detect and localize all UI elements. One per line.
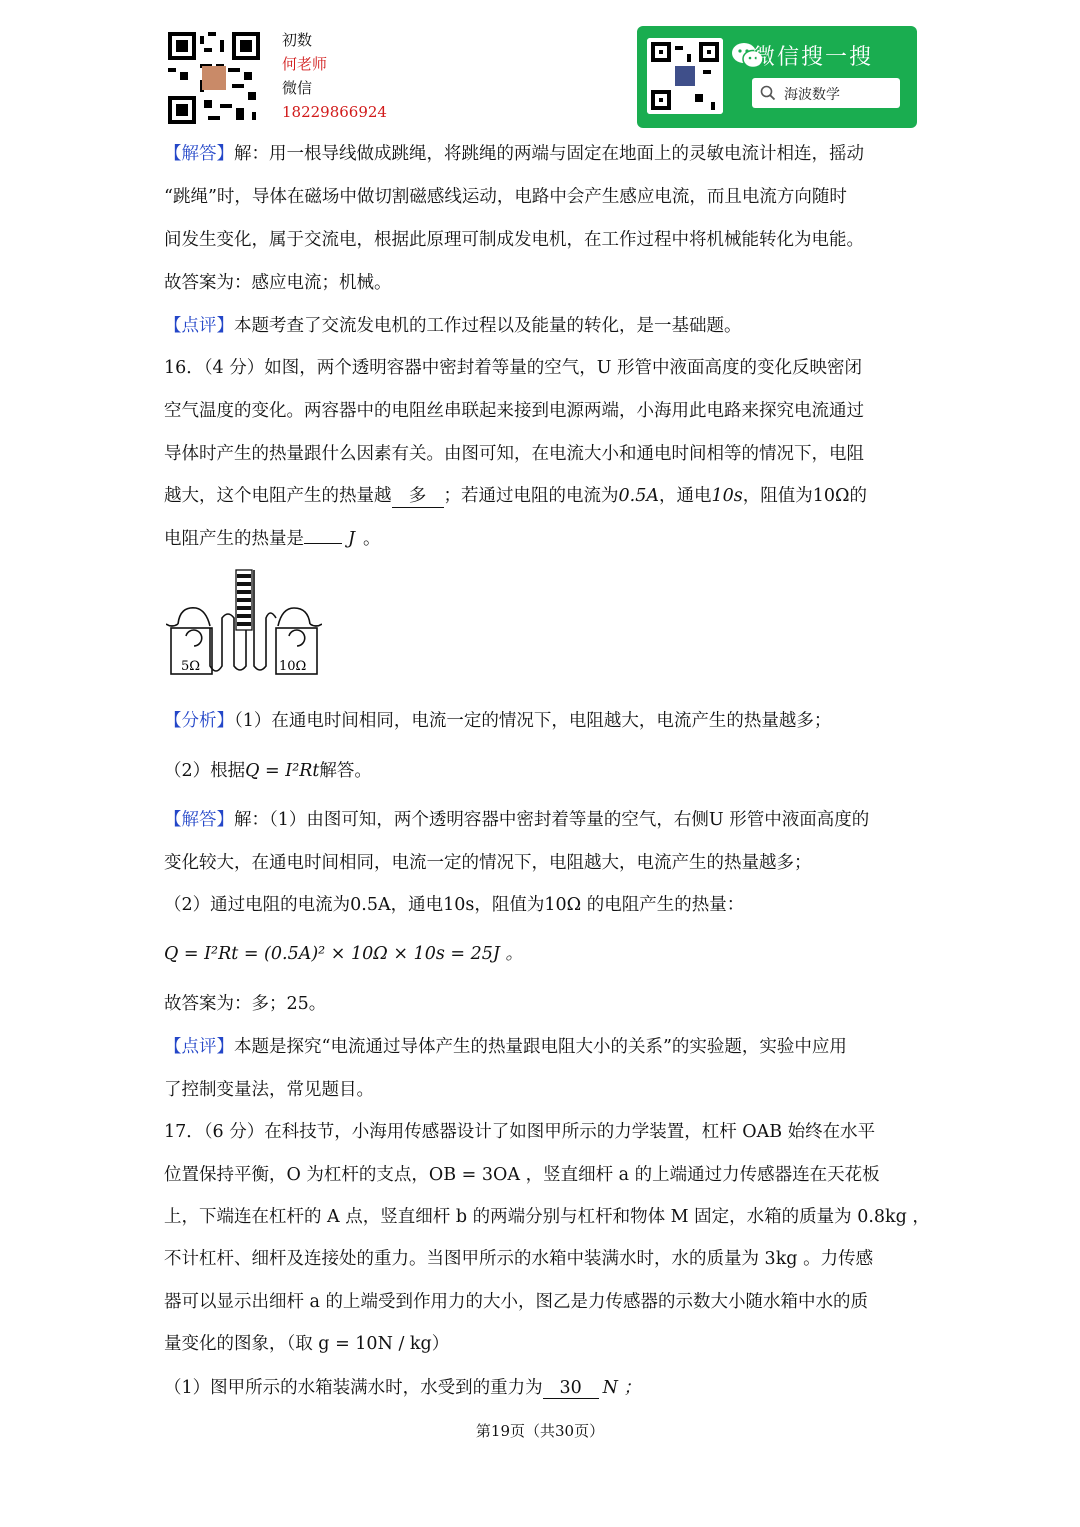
q16-resistance: 10Ω [812,486,850,506]
page-footer: 第19页（共30页） [475,1422,605,1440]
wechat-search-box [752,78,900,108]
answer-text: 解：用一根导线做成跳绳，将跳绳的两端与固定在地面上的灵敏电流计相连，摇动 [234,144,864,164]
answer-15-line-2: “跳绳”时，导体在磁场中做切割磁感线运动，电路中会产生感应电流，而且电流方向随时 [164,187,847,207]
qr-code-icon [168,32,260,124]
wechat-qr-code-icon [647,38,723,114]
resistor-right-label: 10Ω [279,659,307,674]
review-16-line-1 [164,1033,847,1058]
answer-blank-3: 30 [543,1378,599,1399]
answer-15-final: 故答案为：感应电流；机械。 [164,273,392,293]
answer-16-line-1 [164,806,869,831]
q16-current: 0.5A [618,486,659,506]
page-header [168,28,918,128]
analysis-tag: 【分析】 [164,711,234,731]
contact-phone: 18229866924 [282,103,387,121]
resistor-left-label: 5Ω [181,659,201,674]
answer-blank-1: 多 [392,482,444,508]
answer-15-line-3: 间发生变化，属于交流电，根据此原理可制成发电机，在工作过程中将机械能转化为电能。 [164,230,864,250]
q16-text-d: ，阻值为 [742,486,813,506]
question-17-line-6: 量变化的图象，（取 g = 10N / kg） [164,1334,450,1354]
answer-16-final: 故答案为：多；25。 [164,994,327,1014]
question-17-line-7 [164,1374,641,1399]
question-17-line-4: 不计杠杆、细杆及连接处的重力。当图甲所示的水箱中装满水时，水的质量为 3kg 。力传感 [164,1249,874,1269]
joule-formula: Q = I²Rt [245,761,320,781]
contact-info [282,28,387,124]
answer-16-tag: 【解答】 [164,810,234,830]
review-16-line-2: 了控制变量法，常见题目。 [164,1080,374,1100]
u-tube-experiment-figure [166,566,322,678]
analysis-text-1: （1）在通电时间相同，电流一定的情况下，电阻越大，电流产生的热量越多； [234,711,832,731]
question-16-line-4 [164,482,867,508]
q16-text-f: 电阻产生的热量是 [164,529,304,549]
wechat-search-banner [637,26,917,128]
question-17-line-3: 上，下端连在杠杆的 A 点，竖直细杆 b 的两端分别与杠杆和物体 M 固定，水箱的质量为 0.8kg ， [164,1207,930,1227]
q16-text-end: 。 [363,529,381,549]
q16-text-a: 越大，这个电阻产生的热量越 [164,486,392,506]
search-icon [760,85,776,101]
q17-unit: N ； [602,1378,642,1398]
wechat-search-title: 微信搜一搜 [753,45,874,70]
review-text: 本题考查了交流发电机的工作过程以及能量的转化，是一基础题。 [234,316,742,336]
answer-tag: 【解答】 [164,144,234,164]
question-16-line-5 [164,525,381,550]
question-17-line-1: 17．（6 分）在科技节，小海用传感器设计了如图甲所示的力学装置，杠杆 OAB 始终在水平 [164,1122,876,1142]
q16-text-c: ，通电 [658,486,712,506]
analysis-line-2 [164,757,372,782]
wechat-search-query: 海波数学 [784,87,840,103]
question-16-line-3: 导体时产生的热量跟什么因素有关。由图可知，在电流大小和通电时间相等的情况下，电阻 [164,444,864,464]
analysis-text-3: 解答。 [319,761,372,781]
review-16-tag: 【点评】 [164,1037,234,1057]
q16-text-e: 的 [849,486,867,506]
answer-16-line-2: 变化较大，在通电时间相同，电流一定的情况下，电阻越大，电流产生的热量越多； [164,853,812,873]
question-16-line-2: 空气温度的变化。两容器中的电阻丝串联起来接到电源两端，小海用此电路来探究电流通过 [164,401,864,421]
q16-time: 10s [711,486,743,506]
review-tag: 【点评】 [164,316,234,336]
q16-unit: J [348,529,356,549]
answer-16-text-1: 解：（1）由图可知，两个透明容器中密封着等量的空气，右侧U 形管中液面高度的 [234,810,870,830]
analysis-line-1 [164,707,831,732]
question-17-line-2: 位置保持平衡，O 为杠杆的支点，OB = 3OA ，竖直细杆 a 的上端通过力传感器连在天花板 [164,1165,880,1185]
q16-text-b: ；若通过电阻的电流为 [443,486,619,506]
answer-blank-2 [304,543,342,544]
contact-line-1: 初数 [282,31,313,49]
answer-16-formula: Q = I²Rt = (0.5A)² × 10Ω × 10s = 25J 。 [164,944,523,964]
q17-text-a: （1）图甲所示的水箱装满水时，水受到的重力为 [164,1378,543,1398]
contact-line-3: 微信 [282,79,313,97]
answer-16-line-3: （2）通过电阻的电流为0.5A，通电10s，阻值为10Ω 的电阻产生的热量： [164,895,745,915]
question-16-line-1: 16．（4 分）如图，两个透明容器中密封着等量的空气，U 形管中液面高度的变化反映密闭 [164,358,863,378]
review-15-line [164,312,742,337]
question-17-line-5: 器可以显示出细杆 a 的上端受到作用力的大小，图乙是力传感器的示数大小随水箱中水的质 [164,1292,869,1312]
review-16-text-1: 本题是探究“电流通过导体产生的热量跟电阻大小的关系”的实验题，实验中应用 [234,1037,847,1057]
analysis-text-2: （2）根据 [164,761,246,781]
answer-15-line-1 [164,140,864,165]
contact-teacher: 何老师 [282,55,328,73]
